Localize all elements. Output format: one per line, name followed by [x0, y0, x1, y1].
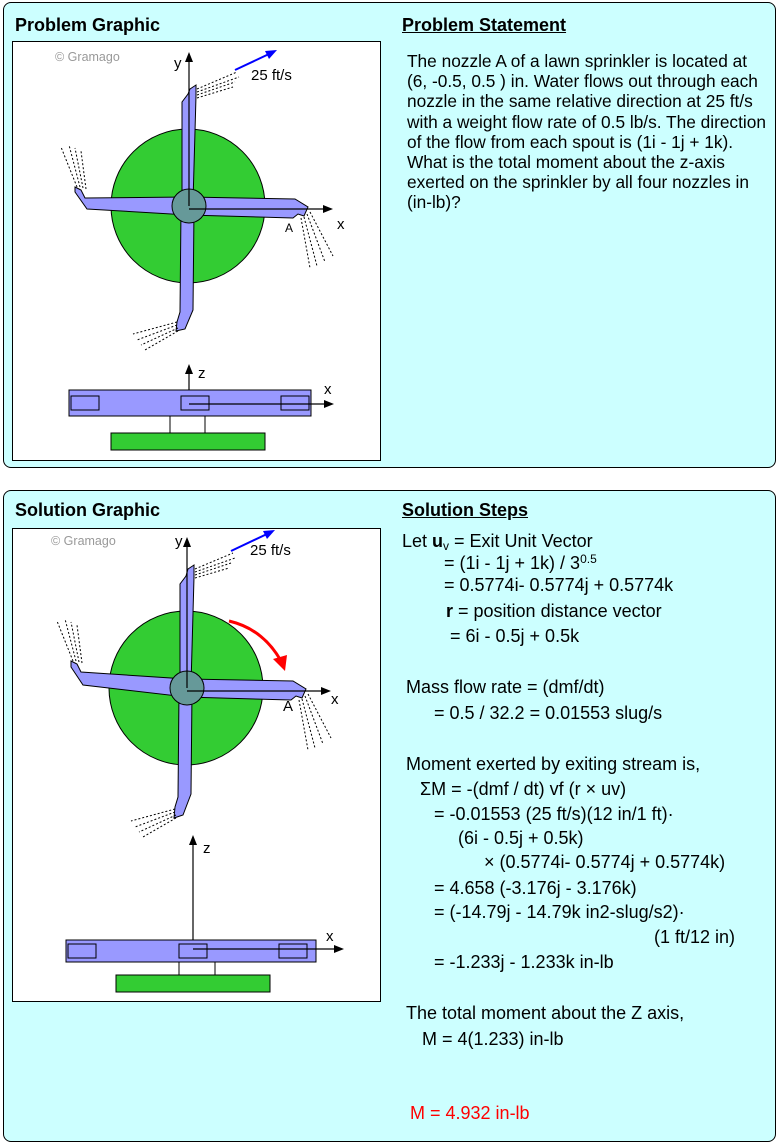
step-line-3: = 0.5774i- 0.5774j + 0.5774k	[444, 575, 674, 595]
solution-steps-heading: Solution Steps	[402, 500, 528, 520]
x-axis-label: x	[331, 691, 339, 708]
step-line-16: = -1.233j - 1.233k in-lb	[434, 952, 614, 972]
step-line-7: = 0.5 / 32.2 = 0.01553 slug/s	[434, 703, 663, 723]
z-axis-label: z	[198, 365, 206, 382]
side-base	[116, 975, 270, 992]
step-line-2: = $(1i - 1j + 1k) / 3^{0.5}$	[444, 552, 597, 573]
velocity-arrowhead	[265, 50, 277, 59]
x-axis-label: x	[337, 216, 345, 233]
problem-statement-text: The nozzle A of a lawn sprinkler is located at (6, -0.5, 0.5 ) in. Water flows out through each nozzle in the same relative direction at 25 ft/s with a weight flow rate of 0.5 lb/s. The direction of the flow from each spout is (1i - 1j + 1k). What is the total moment about the z-axis exerted on the sprinkler by all four nozzles in (in-lb)?	[407, 51, 766, 213]
problem-panel	[3, 2, 776, 468]
side-x-axis-label: x	[326, 928, 334, 945]
step-line-18: M = 4(1.233) in-lb	[422, 1029, 564, 1049]
step-line-11: (6i - 0.5j + 0.5k)	[458, 828, 584, 848]
step-line-13: = 4.658 (-3.176j - 3.176k)	[434, 878, 637, 898]
velocity-label: 25 ft/s	[251, 67, 292, 84]
y-axis-arrow	[185, 52, 193, 62]
velocity-arrowhead	[263, 530, 275, 539]
y-axis-label: y	[174, 55, 182, 72]
step-line-17: The total moment about the Z axis,	[406, 1003, 685, 1023]
z-axis-arrow	[185, 364, 193, 374]
step-line-15: (1 ft/12 in)	[654, 927, 736, 947]
problem-statement-heading: Problem Statement	[402, 15, 567, 35]
step-line-9: ΣM = -(dmf / dt) vf (r × uv)	[420, 779, 627, 799]
nozzle-a-label: A	[283, 698, 294, 715]
rotation-arrowhead	[273, 655, 287, 671]
nozzle-a-label: A	[285, 221, 294, 235]
step-line-4: r = position distance vector	[446, 601, 662, 621]
side-x-axis-label: x	[324, 381, 332, 398]
copyright-label: © Gramago	[51, 534, 116, 548]
z-axis-label: z	[203, 840, 211, 857]
step-line-5: = 6i - 0.5j + 0.5k	[450, 626, 580, 646]
step-line-10: = -0.01553 (25 ft/s)(12 in/1 ft)·	[434, 804, 674, 824]
side-x-axis-arrow	[334, 945, 344, 953]
step-line-8: Moment exerted by exiting stream is,	[406, 754, 701, 774]
step-line-12: × (0.5774i- 0.5774j + 0.5774k)	[484, 852, 726, 872]
y-axis-arrow	[183, 537, 191, 547]
step-line-14: = (-14.79j - 14.79k in2-slug/s2)·	[434, 902, 685, 922]
step-line-6: Mass flow rate = (dmf/dt)	[406, 677, 605, 697]
solution-graphic-heading: Solution Graphic	[15, 500, 161, 520]
side-base	[111, 433, 265, 450]
sprinkler-diagram-solution	[13, 529, 382, 1003]
sprinkler-diagram-top	[13, 42, 382, 462]
side-arm-bar	[69, 390, 311, 416]
side-x-axis-arrow	[324, 400, 334, 408]
problem-graphic	[12, 41, 381, 461]
solution-graphic	[12, 528, 381, 1002]
velocity-label: 25 ft/s	[250, 542, 291, 559]
x-axis-arrow	[321, 687, 331, 695]
problem-graphic-heading: Problem Graphic	[15, 15, 161, 35]
x-axis-arrow	[323, 205, 333, 213]
copyright-label: © Gramago	[55, 50, 120, 64]
z-axis-arrow	[189, 835, 197, 845]
step-line-1: Let $u_v$ = Exit Unit Vector	[402, 531, 593, 553]
solution-panel	[3, 490, 776, 1142]
y-axis-label: y	[175, 533, 183, 550]
final-answer: M = 4.932 in-lb	[410, 1103, 530, 1123]
